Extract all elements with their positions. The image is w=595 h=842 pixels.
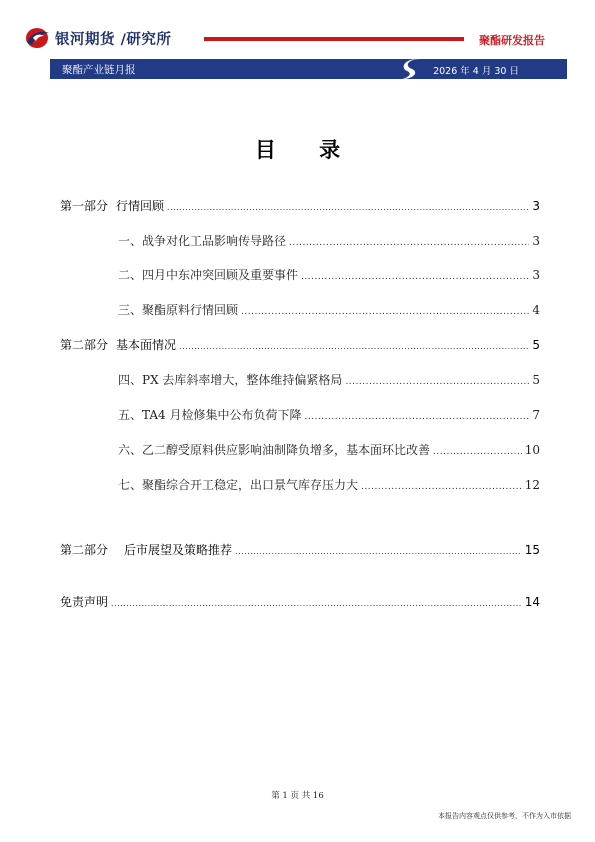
page-indicator: 第 1 页 共 16 — [271, 791, 324, 801]
company-logo — [24, 26, 171, 50]
toc-entry-title: 六、乙二醇受原料供应影响油制降负增多，基本面环比改善 — [118, 443, 431, 457]
toc-entry-title: 基本面情况 — [116, 338, 177, 352]
toc-page-number: 4 — [532, 303, 540, 317]
toc-page-number: 14 — [524, 595, 540, 609]
toc-part: 第二部分 — [60, 338, 109, 352]
toc-page-number: 3 — [532, 234, 540, 248]
toc-entry[interactable] — [60, 593, 540, 610]
toc-entry[interactable] — [118, 441, 540, 458]
header-bar — [50, 59, 567, 79]
dot-leader — [345, 377, 529, 387]
toc-entry-title: 后市展望及策略推荐 — [124, 543, 233, 557]
dot-leader — [111, 599, 522, 608]
toc-entry[interactable] — [118, 301, 540, 318]
toc-part: 第二部分 — [60, 543, 109, 557]
toc-entry[interactable] — [118, 232, 540, 249]
galaxy-logo-icon — [24, 26, 50, 50]
toc-entry[interactable] — [118, 406, 540, 423]
toc-page-number: 15 — [524, 543, 540, 557]
toc-page-number: 10 — [524, 443, 540, 457]
report-series-title: 聚酯产业链月报 — [62, 64, 136, 76]
dot-leader — [167, 203, 529, 212]
brand-name: 银河期货 — [55, 31, 115, 48]
toc-part: 第一部分 — [60, 199, 109, 213]
brand-dept: 研究所 — [126, 31, 172, 48]
toc-entry-title: 五、TA4 月检修集中公布负荷下降 — [118, 408, 302, 422]
dot-leader — [289, 238, 529, 248]
toc-page-number: 12 — [524, 478, 540, 492]
toc-entry[interactable] — [118, 266, 540, 283]
toc-entry-title: 七、聚酯综合开工稳定，出口景气库存压力大 — [118, 478, 359, 492]
toc-entry-title: 三、聚酯原料行情回顾 — [118, 303, 239, 317]
dot-leader — [179, 342, 529, 351]
toc-title: 目 录 — [254, 138, 359, 162]
toc-entry-title: 二、四月中东冲突回顾及重要事件 — [118, 268, 299, 282]
dot-leader — [433, 447, 522, 457]
dot-leader — [241, 307, 529, 317]
dot-leader — [304, 412, 529, 422]
dot-leader — [301, 272, 529, 282]
toc-entry[interactable] — [60, 197, 540, 214]
footer-disclaimer: 本报告内容观点仅供参考，不作为入市依据 — [438, 812, 571, 820]
toc-entry-title: 一、战争对化工品影响传导路径 — [118, 234, 287, 248]
toc-entry[interactable] — [118, 371, 540, 388]
toc-entry-title: 免责声明 — [60, 595, 109, 609]
toc-page-number: 3 — [532, 199, 540, 213]
toc-entry-title: 四、PX 去库斜率增大，整体维持偏紧格局 — [118, 373, 343, 387]
dot-leader — [361, 482, 522, 492]
toc-page-number: 5 — [532, 338, 540, 352]
toc-page-number: 7 — [532, 408, 540, 422]
header-red-rule — [204, 37, 464, 41]
swoosh-icon — [398, 57, 428, 81]
toc-page-number: 5 — [532, 373, 540, 387]
report-type: 聚酯研发报告 — [479, 34, 545, 47]
toc-entry[interactable] — [60, 336, 540, 353]
toc-page-number: 3 — [532, 268, 540, 282]
report-date: 2026 年 4 月 30 日 — [433, 66, 519, 77]
brand-slash: / — [120, 31, 127, 48]
toc-entry[interactable] — [118, 476, 540, 493]
toc-entry-title: 行情回顾 — [116, 199, 165, 213]
toc-entry[interactable] — [60, 541, 540, 558]
dot-leader — [235, 547, 522, 556]
